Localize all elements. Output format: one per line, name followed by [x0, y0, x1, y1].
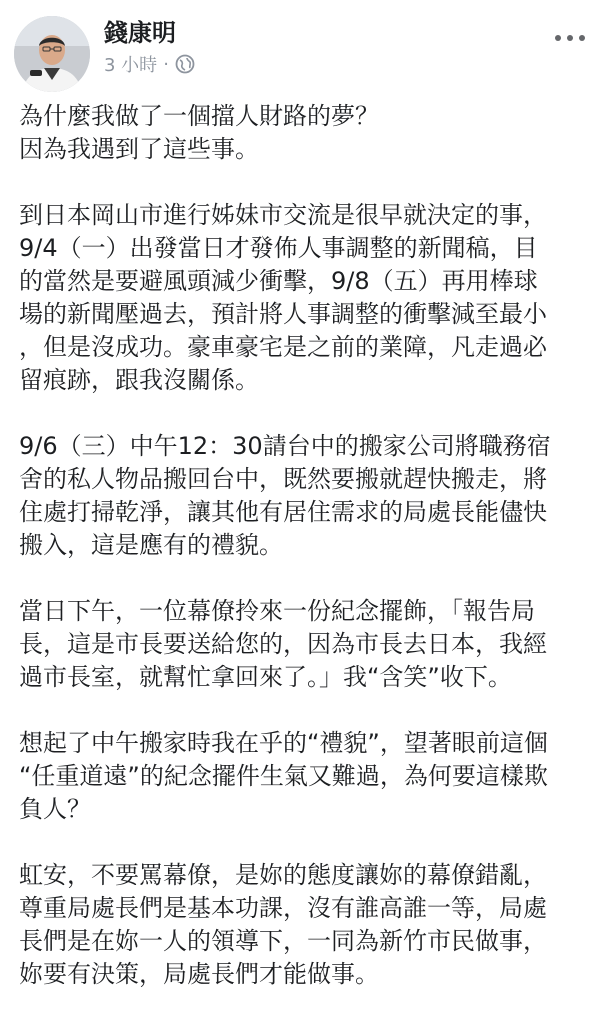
more-options-button[interactable] [550, 24, 590, 52]
post-text-line: 負人？ [19, 795, 91, 823]
post-text-line: ，但是沒成功。豪車豪宅是之前的業障，凡走過必 [19, 333, 547, 361]
post-text-line: 想起了中午搬家時我在乎的“禮貌”，望著眼前這個 [19, 729, 548, 757]
author-name[interactable]: 錢康明 [104, 19, 176, 47]
post-text-line: 為什麼我做了一個擋人財路的夢？ [19, 102, 379, 130]
post-timestamp[interactable]: 3 小時 [104, 55, 158, 76]
post-text-line: 住處打掃乾淨，讓其他有居住需求的局處長能儘快 [19, 498, 547, 526]
post-paragraph [19, 727, 589, 826]
post-text-line: 9/4（一）出發當日才發佈人事調整的新聞稿，目 [19, 234, 538, 262]
post-text-line: 到日本岡山市進行姊妹市交流是很早就決定的事， [19, 201, 547, 229]
post-text-line: 場的新聞壓過去，預計將人事調整的衝擊減至最小 [19, 300, 547, 328]
post-paragraph [19, 859, 589, 991]
post-text-line: 長們是在妳一人的領導下，一同為新竹市民做事， [19, 927, 547, 955]
post-text-line: 過市長室，就幫忙拿回來了。」我“含笑”收下。 [19, 663, 512, 691]
avatar-photo [14, 16, 90, 92]
post-text-line: 當日下午，一位幕僚拎來一份紀念擺飾，「報告局 [19, 597, 535, 625]
post-paragraph [19, 430, 589, 562]
post-header [0, 0, 602, 100]
post-text-line: 尊重局處長們是基本功課，沒有誰高誰一等，局處 [19, 894, 547, 922]
post-paragraph [19, 199, 589, 397]
post-paragraph [19, 100, 589, 166]
post-text-line: 妳要有決策，局處長們才能做事。 [19, 960, 379, 988]
post-meta [104, 52, 195, 76]
post-paragraph [19, 595, 589, 694]
post-body [19, 100, 589, 1024]
more-dots-icon [554, 34, 586, 42]
post-text-line: 舍的私人物品搬回台中，既然要搬就趕快搬走，將 [19, 465, 547, 493]
post-text-line: 虹安，不要罵幕僚，是妳的態度讓妳的幕僚錯亂， [19, 861, 547, 889]
avatar[interactable] [14, 16, 90, 92]
post-text-line: 留痕跡，跟我沒關係。 [19, 366, 259, 394]
post-text-line: 搬入，這是應有的禮貌。 [19, 531, 283, 559]
meta-separator: · [163, 53, 169, 75]
post-text-line: “任重道遠”的紀念擺件生氣又難過，為何要這樣欺 [19, 762, 548, 790]
post-text-line: 因為我遇到了這些事。 [19, 135, 259, 163]
globe-icon[interactable] [175, 54, 195, 74]
post-text-line: 9/6（三）中午12：30請台中的搬家公司將職務宿 [19, 432, 551, 460]
post-text-line: 的當然是要避風頭減少衝擊，9/8（五）再用棒球 [19, 267, 538, 295]
post-text-line: 長，這是市長要送給您的，因為市長去日本，我經 [19, 630, 547, 658]
